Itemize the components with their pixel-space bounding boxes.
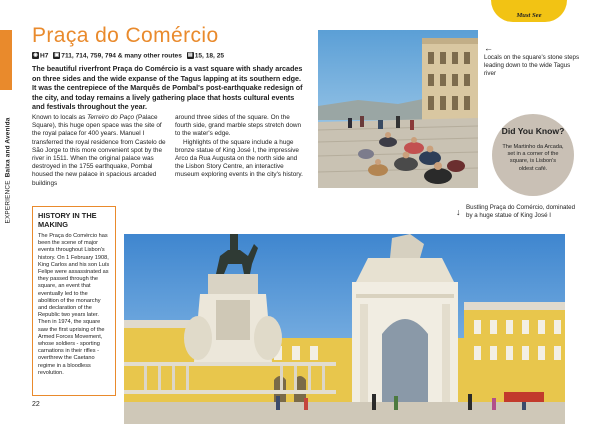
did-you-know-text: The Martinho da Arcada, set in a corner of the square, is Lisbon's oldest café. — [502, 144, 564, 172]
photo-caption-top — [484, 44, 580, 78]
arrow-left-icon: ← — [484, 43, 493, 53]
history-text: The Praça do Comércio has been the scene of major events throughout Lisbon's history. On 1 February 1908, King Carlos and his son Luís Felipe were assassinated as they passed through the square, an event that eventually led to the abolition of the monarchy and declaration of the Republic two years later. Then in 1974, the square saw the first uprising of the Armed Forces Movement, whose soldiers - sporting carnations in their rifles - overthrew the Caetano regime in a bloodless revolution. — [38, 233, 110, 376]
steps-photo — [318, 30, 478, 188]
map-pin-icon: ◉ — [33, 52, 38, 58]
section-name: EXPERIENCE — [4, 180, 12, 224]
body-paragraph — [32, 114, 167, 188]
did-you-know-heading: Did You Know? — [501, 126, 565, 136]
bus-icon: ▣ — [54, 52, 60, 58]
area-name: Baixa and Avenida — [4, 117, 12, 178]
tram-routes: 15, 18, 25 — [194, 52, 225, 60]
history-sidebar-box — [32, 206, 116, 396]
body-column-2 — [175, 114, 305, 180]
must-see-label: Must See — [516, 12, 542, 19]
bus-routes: 711, 714, 759, 794 & many other routes — [61, 52, 182, 60]
arrow-down-icon: ↓ — [456, 207, 461, 217]
intro-paragraph: The beautiful riverfront Praça do Comércio is a vast square with shady arcades on three sides and the wide expanse of the Tagus lapping at its southern edge. It was the centrepiece of the Marquês de Pombal's post-earthquake redesign of the city, and today remains a lively gathering place that hosts cultural events and festivals throughout the year. — [32, 64, 303, 112]
map-reference: H7 — [40, 52, 49, 60]
tram-icon: ▤ — [187, 52, 193, 58]
page-number: 22 — [32, 401, 40, 408]
did-you-know-circle — [492, 114, 574, 196]
square-photo-image — [124, 234, 565, 424]
body-text: Known to locals as — [32, 114, 88, 121]
body-text: (Palace Square), this huge open space was the site of the royal palace for 400 years. Manuel I transferred the royal residence from Castelo de São Jorge to this more convenient spot by the river in 1511. When the original palace was destroyed in the 1755 earthquake, Pombal housed the new palace in spacious arcaded buildings — [32, 114, 166, 187]
section-color-bar — [0, 30, 12, 90]
history-heading: HISTORY IN THE MAKING — [38, 211, 97, 229]
steps-photo-image — [318, 30, 478, 188]
caption-text: Locals on the square's stone steps leading down to the wide Tagus river — [484, 54, 580, 77]
body-paragraph: Highlights of the square include a huge bronze statue of King José I, the impressive Arco da Rua Augusta on the north side and the Lisbon Story Centre, an interactive museum exploring events in the city's history. — [175, 138, 303, 179]
page-title: Praça do Comércio — [32, 24, 219, 47]
square-photo — [124, 234, 565, 424]
section-label — [2, 92, 12, 232]
listing-info — [32, 52, 224, 59]
photo-caption-bottom — [456, 204, 576, 220]
body-text-italic: Terreiro do Paço — [87, 114, 135, 121]
section-side-tab — [0, 30, 12, 228]
must-see-tab — [491, 0, 567, 22]
body-column-1 — [32, 114, 167, 188]
caption-text: Bustling Praça do Comércio, dominated by a huge statue of King José I — [466, 204, 576, 219]
body-paragraph: around three sides of the square. On the fourth side, grand marble steps stretch down to the water's edge. — [175, 114, 302, 138]
